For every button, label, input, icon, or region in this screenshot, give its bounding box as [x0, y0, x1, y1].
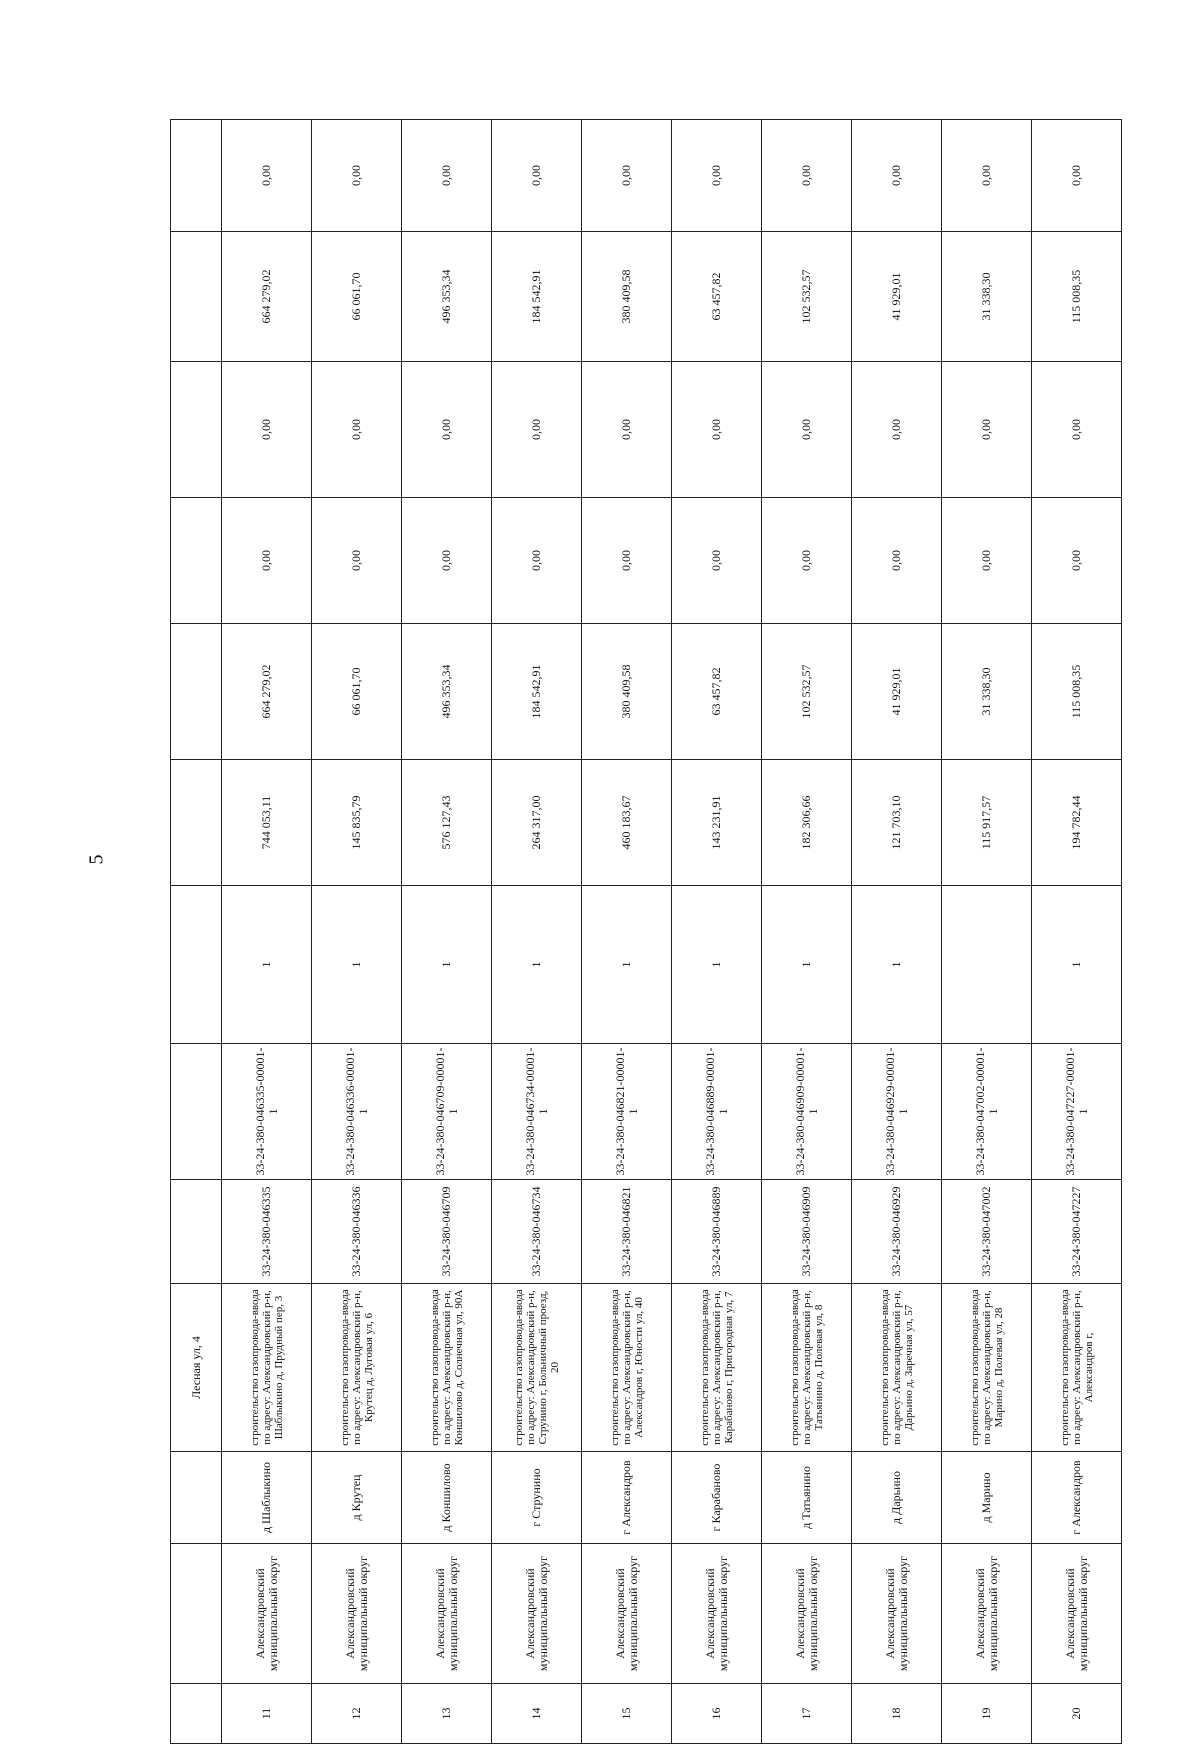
amount-cell: 0,00 — [1032, 498, 1122, 624]
carry-over-address: Лесная ул, 4 — [171, 1284, 222, 1452]
contract-number-cell: 33-24-380-047227-00001-1 — [1032, 1044, 1122, 1180]
address-cell: строительство газопровода-ввода по адресу: Александровский р-н, Марино д, Полевая ул, 28 — [942, 1284, 1032, 1452]
total-cost-cell: 182 306,66 — [762, 760, 852, 886]
table-row — [852, 120, 942, 1744]
amount-cell: 184 542,91 — [492, 232, 582, 362]
amount-cell: 0,00 — [402, 120, 492, 232]
row-number-cell: 19 — [942, 1684, 1032, 1744]
amount-cell: 0,00 — [222, 120, 312, 232]
contract-number-cell: 33-24-380-046821-00001-1 — [582, 1044, 672, 1180]
amount-cell: 0,00 — [672, 498, 762, 624]
amount-cell: 0,00 — [942, 498, 1032, 624]
amount-cell: 31 338,30 — [942, 624, 1032, 760]
amount-cell: 0,00 — [582, 120, 672, 232]
district-cell: Александровский муниципальный округ — [672, 1544, 762, 1684]
district-cell: Александровский муниципальный округ — [1032, 1544, 1122, 1684]
locality-cell: д Татьянино — [762, 1452, 852, 1544]
count-cell: 1 — [1032, 886, 1122, 1044]
carry-over-cell — [171, 498, 222, 624]
address-cell: строительство газопровода-ввода по адресу: Александровский р-н, Карабаново г, Пригородная ул, 7 — [672, 1284, 762, 1452]
count-cell: 1 — [222, 886, 312, 1044]
carry-over-cell — [171, 232, 222, 362]
table-row — [582, 120, 672, 1744]
contract-number-cell: 33-24-380-046336-00001-1 — [312, 1044, 402, 1180]
amount-cell: 0,00 — [402, 498, 492, 624]
carry-over-cell — [171, 1044, 222, 1180]
amount-cell: 0,00 — [492, 498, 582, 624]
row-number-cell: 11 — [222, 1684, 312, 1744]
funding-table — [170, 119, 1122, 1744]
total-cost-cell: 264 317,00 — [492, 760, 582, 886]
carry-over-cell — [171, 1452, 222, 1544]
amount-cell: 0,00 — [762, 120, 852, 232]
row-number-cell: 20 — [1032, 1684, 1122, 1744]
locality-cell: д Коншилово — [402, 1452, 492, 1544]
amount-cell: 41 929,01 — [852, 232, 942, 362]
district-cell: Александровский муниципальный округ — [402, 1544, 492, 1684]
address-cell: строительство газопровода-ввода по адресу: Александровский р-н, Дарьино д, Заречная ул, 57 — [852, 1284, 942, 1452]
amount-cell: 0,00 — [222, 362, 312, 498]
amount-cell: 380 409,58 — [582, 624, 672, 760]
amount-cell: 496 353,34 — [402, 232, 492, 362]
amount-cell: 0,00 — [312, 498, 402, 624]
address-cell: строительство газопровода-ввода по адресу: Александровский р-н, Коншилово д, Солнечная ул, 90А — [402, 1284, 492, 1452]
table-wrapper — [170, 120, 1114, 1744]
carry-over-cell — [171, 362, 222, 498]
total-cost-cell: 121 703,10 — [852, 760, 942, 886]
locality-cell: г Александров — [582, 1452, 672, 1544]
count-cell: 1 — [582, 886, 672, 1044]
total-cost-cell: 460 183,67 — [582, 760, 672, 886]
count-cell: 1 — [402, 886, 492, 1044]
amount-cell: 0,00 — [672, 362, 762, 498]
amount-cell: 0,00 — [852, 498, 942, 624]
district-cell: Александровский муниципальный округ — [582, 1544, 672, 1684]
object-number-cell: 33-24-380-046335 — [222, 1180, 312, 1284]
district-cell: Александровский муниципальный округ — [492, 1544, 582, 1684]
amount-cell: 0,00 — [582, 498, 672, 624]
amount-cell: 31 338,30 — [942, 232, 1032, 362]
contract-number-cell: 33-24-380-046335-00001-1 — [222, 1044, 312, 1180]
carry-over-cell — [171, 1684, 222, 1744]
count-cell — [942, 886, 1032, 1044]
contract-number-cell: 33-24-380-046889-00001-1 — [672, 1044, 762, 1180]
address-cell: строительство газопровода-ввода по адресу: Александровский р-н, Татьянино д, Полевая ул, 8 — [762, 1284, 852, 1452]
locality-cell: г Карабаново — [672, 1452, 762, 1544]
count-cell: 1 — [762, 886, 852, 1044]
carry-over-cell — [171, 886, 222, 1044]
carry-over-cell — [171, 624, 222, 760]
locality-cell: г Александров — [1032, 1452, 1122, 1544]
object-number-cell: 33-24-380-046734 — [492, 1180, 582, 1284]
amount-cell: 115 008,35 — [1032, 624, 1122, 760]
total-cost-cell: 576 127,43 — [402, 760, 492, 886]
amount-cell: 0,00 — [942, 362, 1032, 498]
amount-cell: 0,00 — [942, 120, 1032, 232]
address-cell: строительство газопровода-ввода по адресу: Александровский р-н, Струнино г, Больничный проезд, 20 — [492, 1284, 582, 1452]
district-cell: Александровский муниципальный округ — [942, 1544, 1032, 1684]
amount-cell: 380 409,58 — [582, 232, 672, 362]
amount-cell: 0,00 — [1032, 362, 1122, 498]
object-number-cell: 33-24-380-047002 — [942, 1180, 1032, 1284]
address-cell: строительство газопровода-ввода по адресу: Александровский р-н, Крутец д, Луговая ул, 6 — [312, 1284, 402, 1452]
object-number-cell: 33-24-380-046821 — [582, 1180, 672, 1284]
amount-cell: 41 929,01 — [852, 624, 942, 760]
count-cell: 1 — [852, 886, 942, 1044]
contract-number-cell: 33-24-380-046734-00001-1 — [492, 1044, 582, 1180]
amount-cell: 115 008,35 — [1032, 232, 1122, 362]
locality-cell: д Крутец — [312, 1452, 402, 1544]
amount-cell: 102 532,57 — [762, 624, 852, 760]
amount-cell: 0,00 — [492, 120, 582, 232]
page-number: 5 — [85, 854, 108, 865]
count-cell: 1 — [672, 886, 762, 1044]
table-row — [942, 120, 1032, 1744]
contract-number-cell: 33-24-380-046929-00001-1 — [852, 1044, 942, 1180]
total-cost-cell: 145 835,79 — [312, 760, 402, 886]
total-cost-cell: 194 782,44 — [1032, 760, 1122, 886]
locality-cell: г Струнино — [492, 1452, 582, 1544]
rotated-table-container — [170, 120, 1114, 1744]
contract-number-cell: 33-24-380-046909-00001-1 — [762, 1044, 852, 1180]
address-cell: строительство газопровода-ввода по адресу: Александровский р-н, Александров г, Юности ул, 40 — [582, 1284, 672, 1452]
amount-cell: 0,00 — [762, 362, 852, 498]
object-number-cell: 33-24-380-046929 — [852, 1180, 942, 1284]
carry-over-cell — [171, 760, 222, 886]
object-number-cell: 33-24-380-046889 — [672, 1180, 762, 1284]
amount-cell: 0,00 — [222, 498, 312, 624]
row-number-cell: 14 — [492, 1684, 582, 1744]
contract-number-cell: 33-24-380-047002-00001-1 — [942, 1044, 1032, 1180]
table-row — [1032, 120, 1122, 1744]
count-cell: 1 — [492, 886, 582, 1044]
table-row — [762, 120, 852, 1744]
amount-cell: 0,00 — [672, 120, 762, 232]
amount-cell: 102 532,57 — [762, 232, 852, 362]
amount-cell: 66 061,70 — [312, 232, 402, 362]
amount-cell: 63 457,82 — [672, 624, 762, 760]
locality-cell: д Дарьино — [852, 1452, 942, 1544]
district-cell: Александровский муниципальный округ — [852, 1544, 942, 1684]
amount-cell: 0,00 — [852, 362, 942, 498]
object-number-cell: 33-24-380-046909 — [762, 1180, 852, 1284]
row-number-cell: 12 — [312, 1684, 402, 1744]
contract-number-cell: 33-24-380-046709-00001-1 — [402, 1044, 492, 1180]
address-cell: строительство газопровода-ввода по адресу: Александровский р-н, Александров г, — [1032, 1284, 1122, 1452]
table-row — [402, 120, 492, 1744]
table-row — [312, 120, 402, 1744]
amount-cell: 0,00 — [312, 120, 402, 232]
table-row — [672, 120, 762, 1744]
carry-over-row — [171, 120, 222, 1744]
total-cost-cell: 143 231,91 — [672, 760, 762, 886]
locality-cell: д Марино — [942, 1452, 1032, 1544]
amount-cell: 664 279,02 — [222, 232, 312, 362]
amount-cell: 664 279,02 — [222, 624, 312, 760]
object-number-cell: 33-24-380-046336 — [312, 1180, 402, 1284]
count-cell: 1 — [312, 886, 402, 1044]
table-row — [492, 120, 582, 1744]
total-cost-cell: 744 053,11 — [222, 760, 312, 886]
amount-cell: 0,00 — [402, 362, 492, 498]
district-cell: Александровский муниципальный округ — [222, 1544, 312, 1684]
table-body — [171, 120, 1122, 1744]
amount-cell: 0,00 — [582, 362, 672, 498]
amount-cell: 184 542,91 — [492, 624, 582, 760]
amount-cell: 0,00 — [852, 120, 942, 232]
carry-over-cell — [171, 1544, 222, 1684]
amount-cell: 0,00 — [762, 498, 852, 624]
address-cell: строительство газопровода-ввода по адресу: Александровский р-н, Шаблыкино д, Прудный пер, 3 — [222, 1284, 312, 1452]
locality-cell: д Шаблыкино — [222, 1452, 312, 1544]
row-number-cell: 16 — [672, 1684, 762, 1744]
district-cell: Александровский муниципальный округ — [762, 1544, 852, 1684]
row-number-cell: 13 — [402, 1684, 492, 1744]
amount-cell: 496 353,34 — [402, 624, 492, 760]
amount-cell: 0,00 — [492, 362, 582, 498]
carry-over-cell — [171, 120, 222, 232]
amount-cell: 0,00 — [1032, 120, 1122, 232]
row-number-cell: 17 — [762, 1684, 852, 1744]
table-row — [222, 120, 312, 1744]
amount-cell: 66 061,70 — [312, 624, 402, 760]
object-number-cell: 33-24-380-047227 — [1032, 1180, 1122, 1284]
row-number-cell: 15 — [582, 1684, 672, 1744]
amount-cell: 63 457,82 — [672, 232, 762, 362]
amount-cell: 0,00 — [312, 362, 402, 498]
total-cost-cell: 115 917,57 — [942, 760, 1032, 886]
row-number-cell: 18 — [852, 1684, 942, 1744]
object-number-cell: 33-24-380-046709 — [402, 1180, 492, 1284]
district-cell: Александровский муниципальный округ — [312, 1544, 402, 1684]
carry-over-cell — [171, 1180, 222, 1284]
